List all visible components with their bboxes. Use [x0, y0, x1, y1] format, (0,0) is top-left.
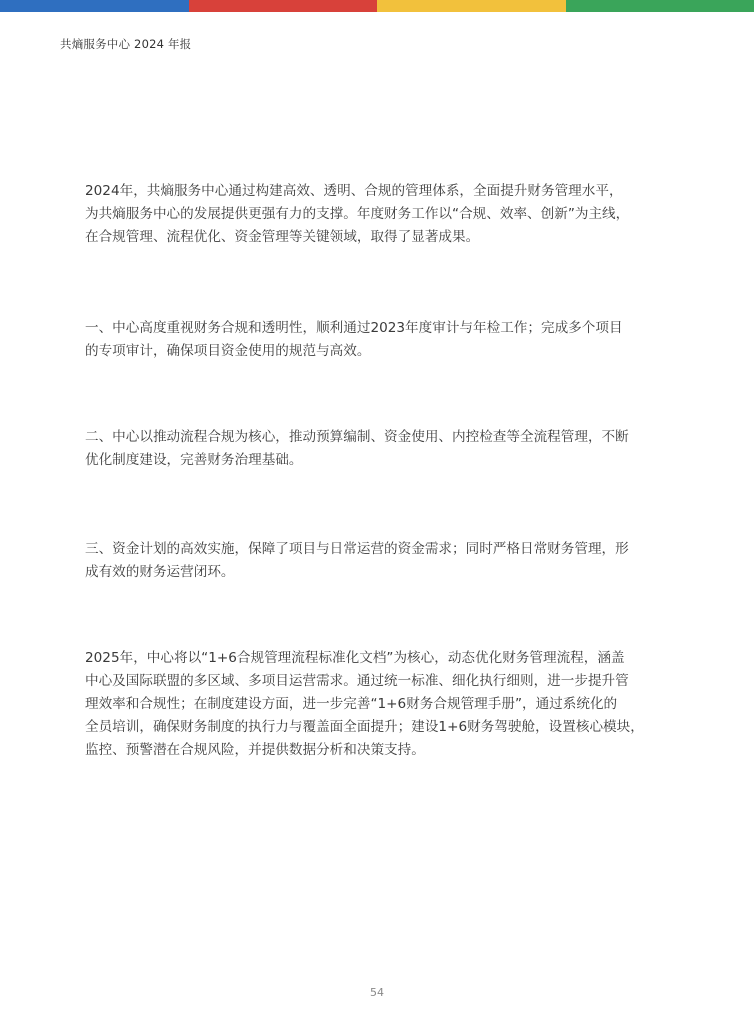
paragraph-line: 理效率和合规性；在制度建设方面，进一步完善“1+6财务合规管理手册”，通过系统化的	[85, 696, 618, 712]
color-bar-segment-yellow	[377, 0, 566, 12]
top-color-bar	[0, 0, 754, 12]
paragraph-line: 三、资金计划的高效实施，保障了项目与日常运营的资金需求；同时严格日常财务管理，形	[85, 541, 629, 557]
item-two-paragraph	[85, 426, 685, 472]
paragraph-line: 二、中心以推动流程合规为核心，推动预算编制、资金使用、内控检查等全流程管理，不断	[85, 429, 629, 445]
paragraph-line: 一、中心高度重视财务合规和透明性，顺利通过2023年度审计与年检工作；完成多个项目	[85, 320, 623, 336]
paragraph-line: 中心及国际联盟的多区域、多项目运营需求。通过统一标准、细化执行细则，进一步提升管	[85, 673, 629, 689]
item-one-paragraph	[85, 317, 685, 363]
paragraph-line: 的专项审计，确保项目资金使用的规范与高效。	[85, 343, 371, 359]
paragraph-line: 在合规管理、流程优化、资金管理等关键领域，取得了显著成果。	[85, 229, 480, 245]
color-bar-segment-red	[189, 0, 378, 12]
paragraph-line: 优化制度建设，完善财务治理基础。	[85, 452, 303, 468]
paragraph-line: 监控、预警潜在合规风险，并提供数据分析和决策支持。	[85, 742, 425, 758]
item-three-paragraph	[85, 538, 685, 584]
page-header-title: 共熵服务中心 2024 年报	[60, 37, 192, 51]
outlook-2025-paragraph	[85, 647, 685, 762]
intro-paragraph	[85, 180, 685, 249]
paragraph-line: 为共熵服务中心的发展提供更强有力的支撑。年度财务工作以“合规、效率、创新”为主线，	[85, 206, 630, 222]
paragraph-line: 2024年，共熵服务中心通过构建高效、透明、合规的管理体系，全面提升财务管理水平，	[85, 183, 623, 199]
color-bar-segment-blue	[0, 0, 189, 12]
page-number: 54	[370, 986, 384, 999]
paragraph-line: 2025年，中心将以“1+6合规管理流程标准化文档”为核心，动态优化财务管理流程，涵盖	[85, 650, 625, 666]
color-bar-segment-green	[566, 0, 754, 12]
paragraph-line: 成有效的财务运营闭环。	[85, 564, 235, 580]
paragraph-line: 全员培训，确保财务制度的执行力与覆盖面全面提升；建设1+6财务驾驶舱，设置核心模块，	[85, 719, 644, 735]
